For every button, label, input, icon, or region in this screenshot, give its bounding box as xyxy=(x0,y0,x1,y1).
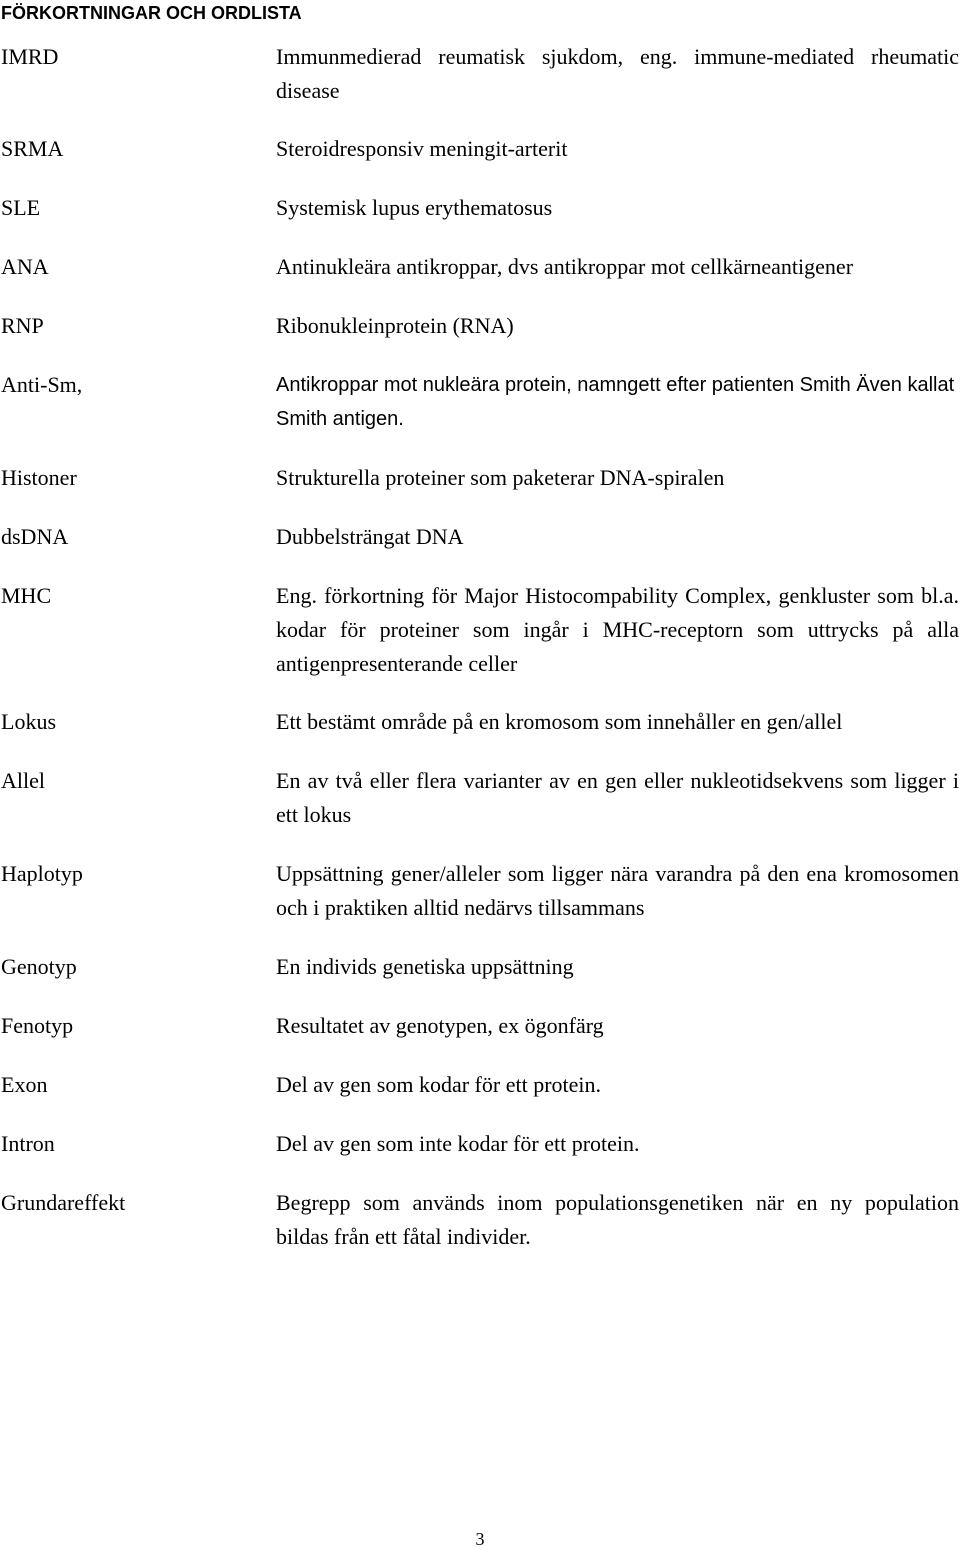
page-heading: FÖRKORTNINGAR OCH ORDLISTA xyxy=(1,3,302,23)
glossary-definition: Del av gen som kodar för ett protein. xyxy=(276,1072,602,1097)
glossary-definition: Antikroppar mot nukleära protein, namngett efter patienten Smith Även kallat Smith antigen. xyxy=(276,374,955,430)
glossary-term: Haplotyp xyxy=(1,861,83,886)
glossary-definition: Strukturella proteiner som paketerar DNA-spiralen xyxy=(276,465,725,490)
glossary-term: ANA xyxy=(1,254,49,279)
glossary-term: Fenotyp xyxy=(1,1013,74,1038)
glossary-definition: Dubbelsträngat DNA xyxy=(276,524,464,549)
glossary-term: Genotyp xyxy=(1,954,77,979)
glossary-term: Exon xyxy=(1,1072,48,1097)
glossary-term: SRMA xyxy=(1,136,64,161)
glossary-term: IMRD xyxy=(1,44,59,69)
glossary-definition: Antinukleära antikroppar, dvs antikroppar mot cellkärneantigener xyxy=(276,254,854,279)
glossary-term: SLE xyxy=(1,195,41,220)
glossary-definition: En individs genetiska uppsättning xyxy=(276,954,574,979)
glossary-definition: Del av gen som inte kodar för ett protein. xyxy=(276,1131,640,1156)
page-number: 3 xyxy=(475,1529,485,1549)
glossary-definition: Eng. förkortning för Major Histocompability Complex, genkluster som bl.a. kodar för proteiner som ingår i MHC-receptorn som uttrycks på alla antigenpresenterande celler xyxy=(276,583,959,676)
glossary-term: Anti-Sm, xyxy=(1,372,83,397)
glossary-definition: Immunmedierad reumatisk sjukdom, eng. immune-mediated rheumatic disease xyxy=(276,44,959,103)
glossary-term: MHC xyxy=(1,583,52,608)
glossary-term: Intron xyxy=(1,1131,55,1156)
glossary-definition: Resultatet av genotypen, ex ögonfärg xyxy=(276,1013,604,1038)
glossary-term: Lokus xyxy=(1,709,56,734)
glossary-definition: En av två eller flera varianter av en gen eller nukleotidsekvens som ligger i ett lokus xyxy=(276,768,959,827)
glossary-term: dsDNA xyxy=(1,524,69,549)
glossary-term: RNP xyxy=(1,313,44,338)
glossary-term: Allel xyxy=(1,768,45,793)
glossary-definition: Systemisk lupus erythematosus xyxy=(276,195,553,220)
glossary-term: Histoner xyxy=(1,465,77,490)
glossary-definition: Ett bestämt område på en kromosom som innehåller en gen/allel xyxy=(276,709,843,734)
glossary-definition: Begrepp som används inom populationsgenetiken när en ny population bildas från ett fåtal individer. xyxy=(276,1190,959,1249)
glossary-definition: Uppsättning gener/alleler som ligger nära varandra på den ena kromosomen och i praktiken alltid nedärvs tillsammans xyxy=(276,861,959,920)
glossary-term: Grundareffekt xyxy=(1,1190,126,1215)
glossary-definition: Steroidresponsiv meningit-arterit xyxy=(276,136,568,161)
glossary-definition: Ribonukleinprotein (RNA) xyxy=(276,313,514,338)
